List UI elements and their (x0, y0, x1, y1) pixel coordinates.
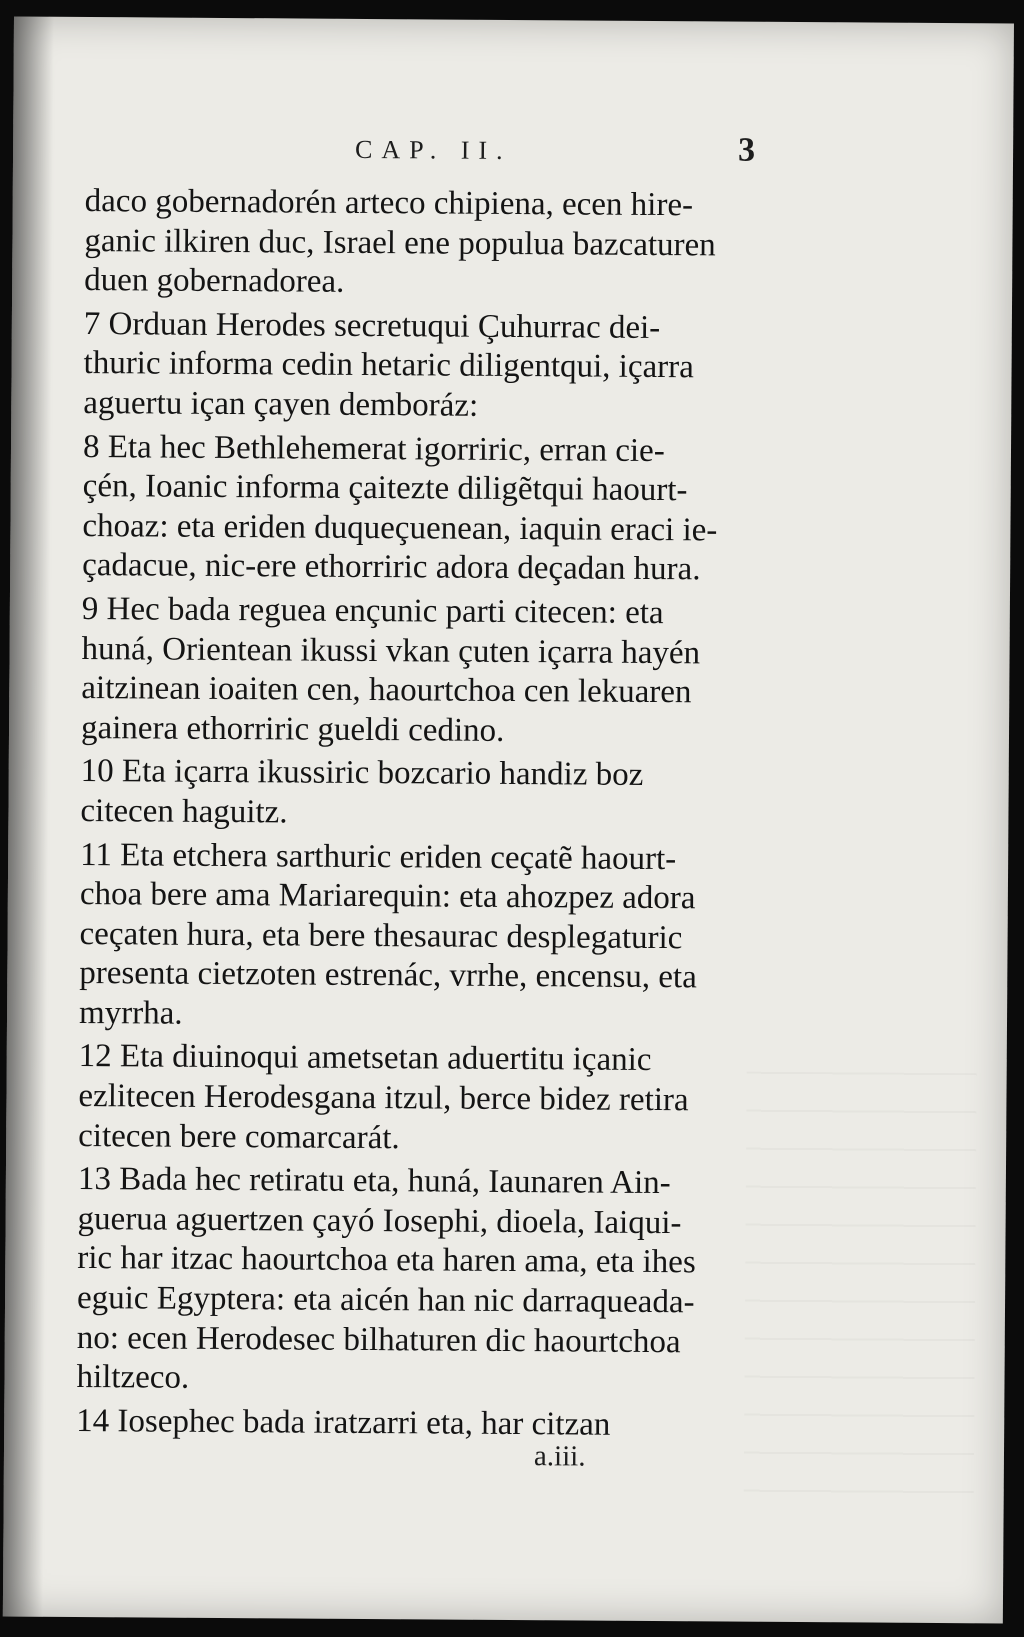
text-line: ric har itzac haourtchoa eta haren ama, eta ihes (77, 1240, 696, 1281)
page-header (75, 127, 755, 176)
text-line: choa bere ama Mariarequin: eta ahozpez adora (79, 876, 696, 917)
text-line: huná, Orientean ikussi vkan çuten içarra hayén (81, 630, 701, 671)
text-line: gainera ethorriric gueldi cedino. (80, 709, 505, 749)
text-line: daco gobernadorén arteco chipiena, ecen hire- (84, 183, 694, 224)
page-number: 3 (737, 131, 756, 169)
text-line: guerua aguertzen çayó Iosephi, dioela, Iaiqui- (77, 1200, 682, 1242)
text-line: ezlitecen Herodesgana itzul, berce bidez retira (78, 1078, 689, 1119)
text-line: duen gobernadorea. (84, 262, 345, 301)
text-line: 9 Hec bada reguea ençunic parti citecen: eta (81, 590, 664, 631)
verse-12 (78, 1037, 769, 1161)
verse-14 (76, 1402, 766, 1446)
text-line: ceçaten hura, eta bere thesaurac desplegaturic (79, 915, 683, 956)
text-line: çadacue, nic-ere ethorriric adora deçadan hura. (82, 547, 701, 588)
text-line: choaz: eta eriden duqueçuenean, iaquin eraci ie- (82, 507, 718, 549)
text-line: presenta cietzoten estrenác, vrrhe, encensu, eta (79, 955, 697, 996)
show-through (744, 1072, 977, 1524)
text-line: myrrha. (78, 994, 183, 1032)
signature-mark: a.iii. (533, 1440, 586, 1473)
verse-7 (83, 305, 774, 429)
gutter-shadow (3, 17, 54, 1617)
text-line: ganic ilkiren duc, Israel ene populua bazcaturen (84, 222, 716, 264)
body-text (76, 182, 775, 1446)
book-page (3, 17, 1014, 1624)
text-line: eguic Egyptera: eta aicén han nic darraqueada- (76, 1280, 695, 1321)
paragraph (84, 182, 775, 306)
text-line: no: ecen Herodesec bilhaturen dic haourtchoa (76, 1319, 681, 1360)
verse-8 (82, 428, 773, 591)
verse-11 (79, 835, 770, 1038)
text-line: hiltzeco. (76, 1359, 190, 1396)
text-line: citecen haguitz. (80, 792, 288, 831)
verse-9 (81, 590, 772, 753)
text-line: 7 Orduan Herodes secretuqui Çuhurrac dei- (83, 305, 661, 346)
text-line: 12 Eta diuinoqui ametsetan aduertitu içanic (78, 1038, 652, 1079)
text-line: citecen bere comarcarát. (78, 1117, 400, 1156)
running-head: CAP. II. (354, 134, 512, 165)
text-line: 11 Eta etchera sarthuric eriden ceçatẽ haourt- (80, 836, 677, 877)
text-line: 13 Bada hec retiratu eta, huná, Iaunaren Ain- (77, 1161, 671, 1202)
text-line: 14 Iosephec bada iratzarri eta, har citzan (76, 1402, 611, 1443)
text-line: çén, Ioanic informa çaitezte diligẽtqui haourt- (82, 468, 688, 509)
text-line: 10 Eta içarra ikussiric bozcario handiz boz (80, 753, 644, 794)
text-line: aguertu içan çayen demboráz: (83, 384, 479, 424)
text-line: thuric informa cedin hetaric diligentqui, içarra (83, 345, 694, 386)
text-line: 8 Eta hec Bethlehemerat igorriric, erran cie- (82, 428, 665, 469)
text-line: aitzinean ioaiten cen, haourtchoa cen lekuaren (81, 670, 692, 711)
verse-13 (76, 1160, 768, 1402)
verse-10 (80, 752, 771, 836)
